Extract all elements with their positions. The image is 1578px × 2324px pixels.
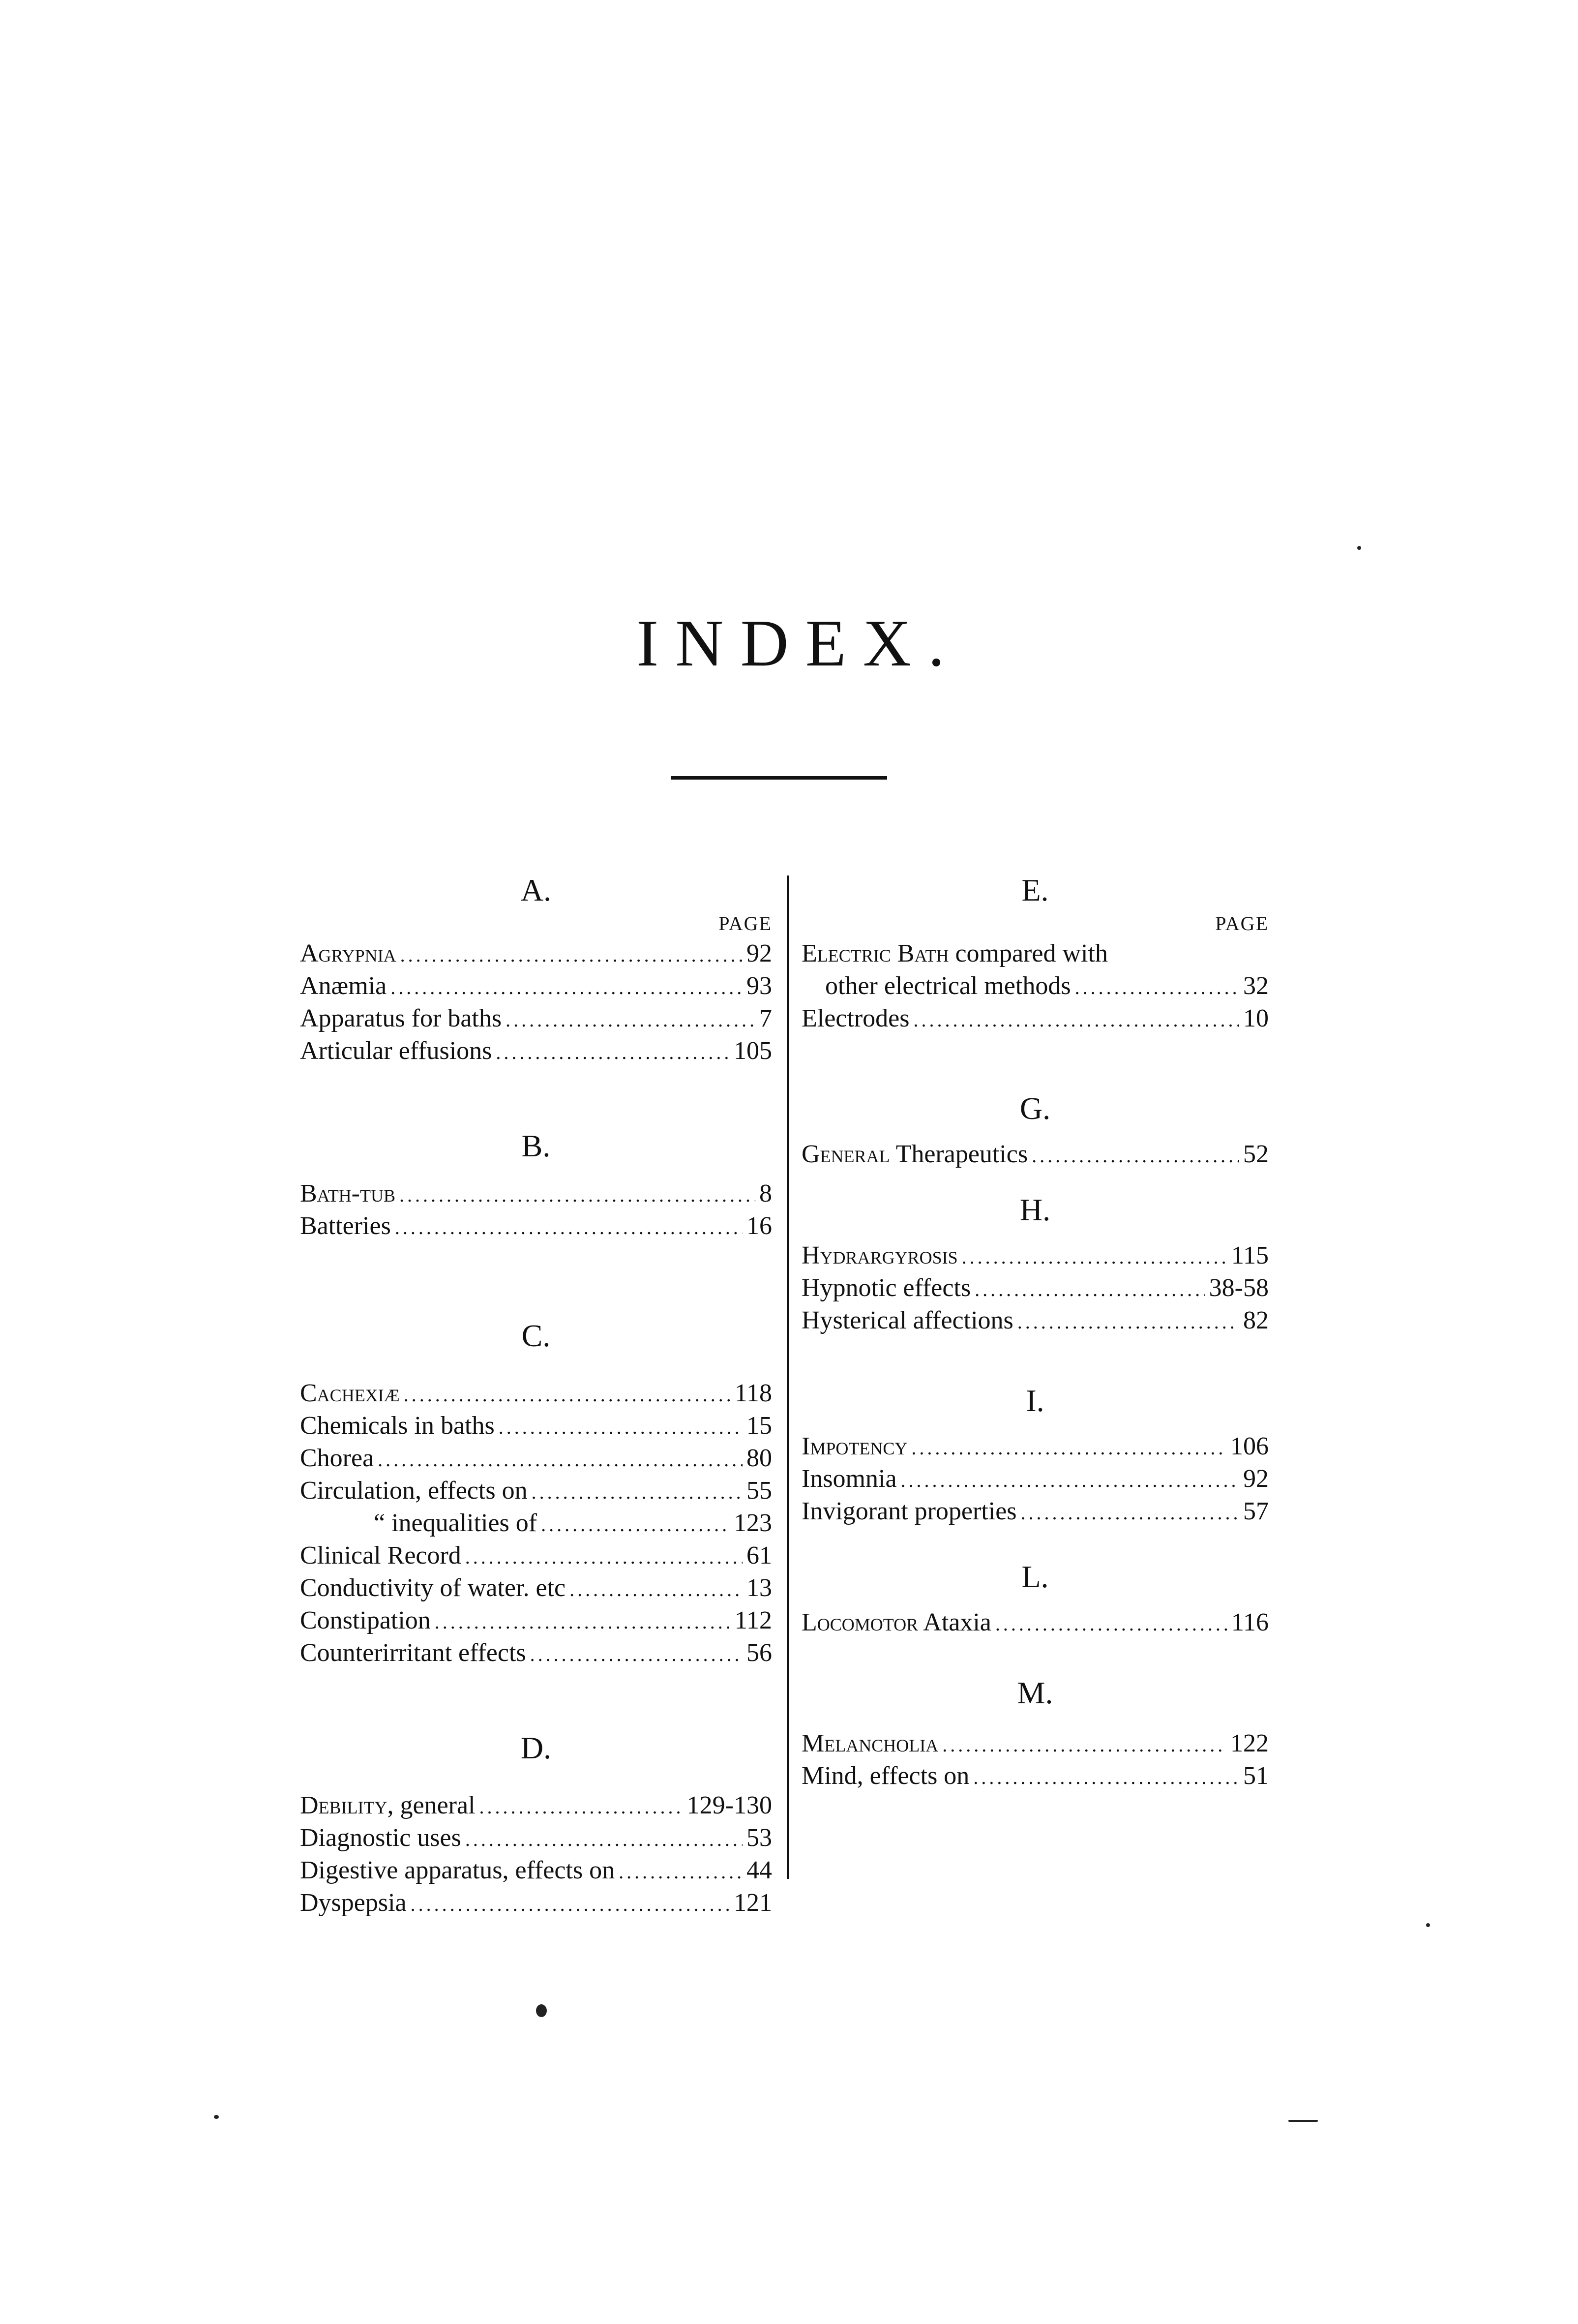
index-section-b — [300, 1126, 772, 1242]
page-title: INDEX. — [636, 606, 961, 680]
index-entry: “ inequalities of ..... 123 — [300, 1507, 772, 1539]
index-entry: Diagnostic uses ..... 53 — [300, 1822, 772, 1854]
index-right-column — [802, 871, 1269, 1792]
section-letter: L. — [1021, 1559, 1049, 1594]
index-entry: Invigorant properties ..... 57 — [802, 1495, 1269, 1528]
index-entry: Apparatus for baths ..... 7 — [300, 1002, 772, 1035]
index-entry: Counterirritant effects ..... 56 — [300, 1637, 772, 1669]
index-entry: Clinical Record ..... 61 — [300, 1539, 772, 1572]
index-entry: Bath-tub ..... 8 — [300, 1177, 772, 1210]
index-section-i — [802, 1381, 1269, 1528]
index-entry: Anæmia ..... 93 — [300, 970, 772, 1002]
index-entry: Digestive apparatus, effects on ..... 44 — [300, 1854, 772, 1887]
index-entry: Impotency ..... 106 — [802, 1430, 1269, 1463]
index-entry: other electrical methods ..... 32 — [802, 970, 1269, 1002]
index-entry: Electrodes ..... 10 — [802, 1002, 1269, 1035]
index-entry: Hypnotic effects ..... 38-58 — [802, 1272, 1269, 1304]
index-entry: Insomnia ..... 92 — [802, 1463, 1269, 1495]
index-entry: Articular effusions ..... 105 — [300, 1035, 772, 1067]
title-rule — [671, 776, 887, 780]
index-entry: Mind, effects on ..... 51 — [802, 1760, 1269, 1792]
section-letter: E. — [1021, 873, 1049, 907]
index-entry: Melancholia ..... 122 — [802, 1727, 1269, 1760]
index-entry: Chemicals in baths ..... 15 — [300, 1410, 772, 1442]
index-entry: Chorea ..... 80 — [300, 1442, 772, 1475]
index-section-g — [802, 1089, 1269, 1171]
scan-speck — [536, 2004, 547, 2017]
index-section-h — [802, 1190, 1269, 1337]
scan-speck — [1426, 1923, 1430, 1927]
section-letter: G. — [1019, 1091, 1051, 1126]
section-letter: D. — [520, 1730, 552, 1765]
section-letter: B. — [521, 1128, 551, 1163]
index-section-d — [300, 1728, 772, 1919]
index-entry: Circulation, effects on ..... 55 — [300, 1475, 772, 1507]
index-left-column — [300, 871, 772, 1919]
scan-speck — [1357, 546, 1361, 550]
index-entry: Batteries ..... 16 — [300, 1210, 772, 1242]
index-entry: Locomotor Ataxia ..... 116 — [802, 1606, 1269, 1639]
index-entry: Hysterical affections ..... 82 — [802, 1304, 1269, 1337]
index-section-l — [802, 1557, 1269, 1639]
index-entry: Debility, general ..... 129-130 — [300, 1789, 772, 1822]
section-letter: H. — [1019, 1192, 1051, 1227]
index-section-e — [802, 871, 1269, 1035]
index-entry: Constipation ..... 112 — [300, 1604, 772, 1637]
page-column-header: PAGE — [1215, 912, 1269, 935]
index-section-a — [300, 871, 772, 1067]
index-entry: Dyspepsia ..... 121 — [300, 1887, 772, 1919]
index-entry: Hydrargyrosis ..... 115 — [802, 1239, 1269, 1272]
section-letter: M. — [1017, 1675, 1053, 1710]
index-entry: Conductivity of water. etc ..... 13 — [300, 1572, 772, 1604]
page-column-header: PAGE — [718, 912, 772, 935]
index-section-m — [802, 1673, 1269, 1792]
scan-speck — [1288, 2120, 1318, 2122]
section-letter: A. — [520, 873, 552, 907]
column-divider — [787, 875, 789, 1879]
scan-speck — [214, 2115, 219, 2119]
index-entry: Electric Bath compared with — [802, 939, 1108, 967]
index-section-c — [300, 1316, 772, 1669]
index-entry: General Therapeutics ..... 52 — [802, 1138, 1269, 1171]
index-entry: Cachexiæ ..... 118 — [300, 1377, 772, 1410]
index-entry: Agrypnia ..... 92 — [300, 937, 772, 970]
section-letter: C. — [521, 1318, 551, 1353]
section-letter: I. — [1026, 1383, 1044, 1418]
